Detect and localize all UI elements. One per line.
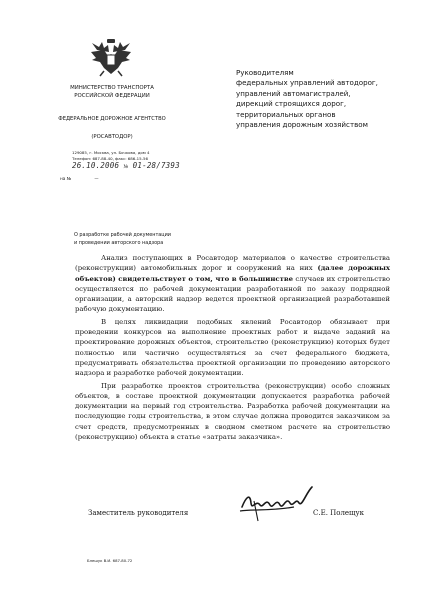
ministry-name — [52, 84, 172, 101]
number-prefix: № — [123, 164, 129, 170]
ministry-line-1: МИНИСТЕРСТВО ТРАНСПОРТА — [70, 85, 154, 91]
reference-dash: — — [94, 176, 99, 181]
body-paragraph-2: В целях ликвидации подобных явлений Росавтодор обязывает при проведении конкурсов на выполнение проектных работ и выдаче заданий на проектирование дорожных объектов, строительство (реконструкцию) которых будет полностью или частично осуществляться за счет федерального бюджета, предусматривать обязательства проектной организации по проведению авторского надзора и разработке рабочей документации. — [75, 317, 390, 378]
letter-date: 26.10.2006 — [72, 161, 120, 170]
letter-number: 01-28/7393 — [132, 161, 180, 170]
reference-prefix: на № — [60, 176, 71, 181]
signer-name: С.Е. Полещук — [313, 509, 365, 517]
ministry-line-2: РОССИЙСКОЙ ФЕДЕРАЦИИ — [74, 93, 150, 100]
recipient-line: территориальных органов — [236, 109, 336, 119]
executor-note: Блешук В.И. 687-80-72 — [87, 558, 133, 563]
subject-line: и проведении авторского надзора — [74, 239, 164, 246]
p1-text-b: случаев их строительство осуществляется по рабочей документации разработанной по заказу подрядной организации, а авторский надзор ведется проектной организацией разработавшей рабочую документацию. — [75, 274, 390, 314]
address-line: 129085, г. Москва, ул. Бочкова, дом 4 — [72, 150, 150, 155]
agency-abbreviation: (РОСАВТОДОР) — [91, 134, 133, 140]
agency-name: ФЕДЕРАЛЬНОЕ ДОРОЖНОЕ АГЕНТСТВО — [58, 116, 166, 122]
recipient-line: управления дорожным хозяйством — [236, 120, 368, 130]
coat-of-arms-icon — [88, 38, 134, 78]
signature-icon — [236, 481, 316, 523]
recipient-line: дирекций строящихся дорог, — [236, 99, 347, 109]
body-paragraph-3: При разработке проектов строительства (реконструкции) особо сложных объектов, в составе проектной документации допускается разработка рабочей документации на первый год строительства. Разработка рабочей документации на последующие годы строительства, в этом случае должна проводится заказчиком за счет средств, предусмотренных в сводном сметном расчете на строительство (реконструкцию) объекта в статье «затраты заказчика». — [75, 381, 390, 442]
body-paragraph-1 — [75, 253, 390, 315]
phone-line: Телефон: 687-88-40, факс: 686-15-56 — [72, 156, 148, 162]
recipient-line: управлений автомагистралей, — [236, 88, 351, 98]
p1-bold: (далее дорожных объектов) свидетельствует о том, что в большинстве — [75, 264, 391, 283]
reference-line — [60, 176, 99, 181]
p1-text-a: Анализ поступающих в Росавтодор материалов о качестве строительства (реконструкции) автомобильных дорог и сооружений на них — [75, 254, 390, 273]
recipients-block — [236, 68, 411, 130]
letter-subject — [74, 232, 249, 247]
letter-body — [75, 253, 390, 444]
subject-line: О разработке рабочей документации — [74, 232, 171, 238]
recipient-line: Руководителям — [236, 68, 294, 77]
recipient-line: федеральных управлений автодорог, — [236, 78, 378, 88]
letter-date-number — [72, 161, 180, 170]
signer-position: Заместитель руководителя — [88, 509, 189, 517]
